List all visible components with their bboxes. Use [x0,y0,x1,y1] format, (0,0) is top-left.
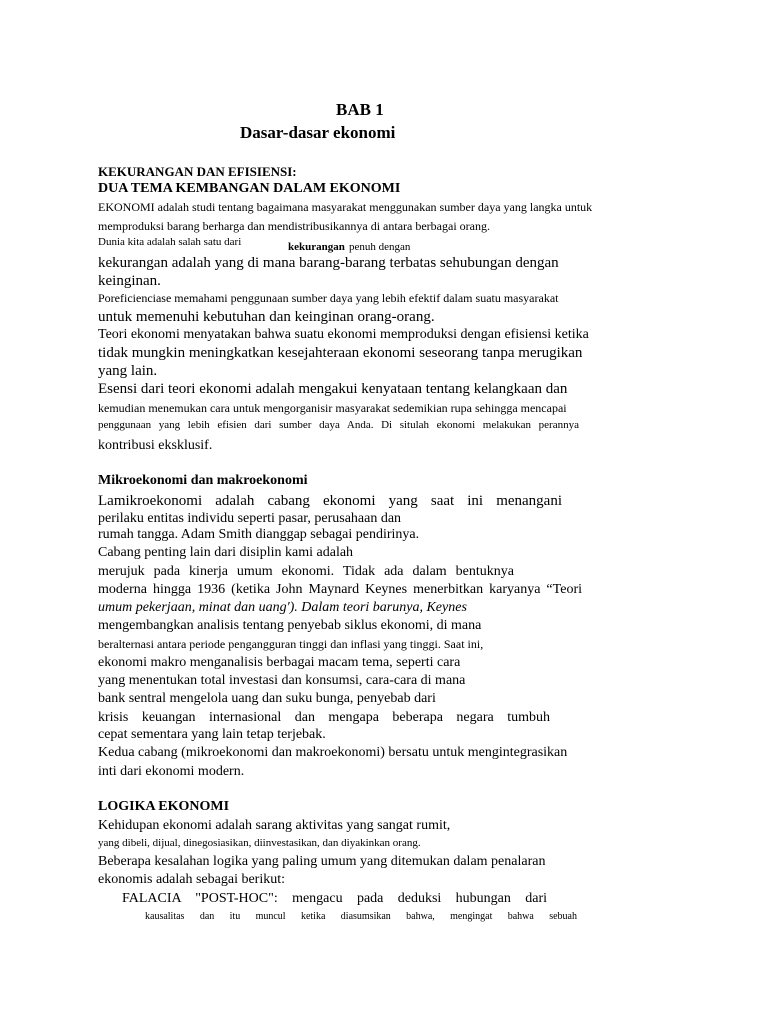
paragraph-line: moderna hingga 1936 (ketika John Maynard Keynes menerbitkan karyanya “Teori [98,582,582,597]
paragraph-line: keinginan. [98,273,161,289]
paragraph-line: penuh dengan [349,241,411,253]
paragraph-line: beralternasi antara periode pengangguran tinggi dan inflasi yang tinggi. Saat ini, [98,637,484,651]
paragraph-line: Beberapa kesalahan logika yang paling umum yang ditemukan dalam penalaran [98,854,546,869]
paragraph-line: inti dari ekonomi modern. [98,764,245,779]
paragraph-line: kontribusi eksklusif. [98,438,213,453]
paragraph-line: yang lain. [98,363,158,379]
paragraph-line: krisis keuangan internasional dan mengapa beberapa negara tumbuh [98,710,550,725]
paragraph-line: yang dibeli, dijual, dinegosiasikan, diinvestasikan, dan diyakinkan orang. [98,837,421,849]
paragraph-line: ekonomi makro menganalisis berbagai macam tema, seperti cara [98,655,461,670]
paragraph-line: rumah tangga. Adam Smith dianggap sebagai pendirinya. [98,527,420,542]
paragraph-line: ekonomis adalah sebagai berikut: [98,872,285,887]
paragraph-line: yang menentukan total investasi dan konsumsi, cara-cara di mana [98,673,466,688]
paragraph-line: Lamikroekonomi adalah cabang ekonomi yang saat ini menangani [98,493,562,509]
paragraph-line: Dunia kita adalah salah satu dari [98,236,242,248]
paragraph-line: Kehidupan ekonomi adalah sarang aktivitas yang sangat rumit, [98,818,451,833]
paragraph-line: penggunaan yang lebih efisien dari sumber daya Anda. Di situlah ekonomi melakukan perannya [98,419,579,431]
chapter-number: BAB 1 [336,100,384,119]
paragraph-line: tidak mungkin meningkatkan kesejahteraan ekonomi seseorang tanpa merugikan [98,345,583,361]
chapter-title: Dasar-dasar ekonomi [240,123,396,142]
section-heading-micro-macro: Mikroekonomi dan makroekonomi [98,473,308,488]
emphasized-term: kekurangan [288,241,345,253]
paragraph-line: merujuk pada kinerja umum ekonomi. Tidak ada dalam bentuknya [98,564,514,579]
paragraph-line: untuk memenuhi kebutuhan dan keinginan orang-orang. [98,309,435,325]
paragraph-line: kekurangan adalah yang di mana barang-barang terbatas sehubungan dengan [98,255,559,271]
paragraph-line: bank sentral mengelola uang dan suku bunga, penyebab dari [98,691,436,706]
paragraph-line: kemudian menemukan cara untuk mengorganisir masyarakat sedemikian rupa sehingga mencapai [98,401,567,415]
paragraph-line: kausalitas dan itu muncul ketika diasumsikan bahwa, mengingat bahwa sebuah [145,911,577,922]
paragraph-line: cepat sementara yang lain tetap terjebak. [98,727,326,742]
section-heading-scarcity: KEKURANGAN DAN EFISIENSI: [98,164,297,179]
list-item-post-hoc: FALACIA "POST-HOC": mengacu pada deduksi hubungan dari [122,891,547,906]
paragraph-line: memproduksi barang berharga dan mendistribusikannya di antara berbagai orang. [98,219,490,233]
paragraph-line: Kedua cabang (mikroekonomi dan makroekonomi) bersatu untuk mengintegrasikan [98,745,568,760]
section-heading-economic-logic: LOGIKA EKONOMI [98,799,230,814]
paragraph-line: Teori ekonomi menyatakan bahwa suatu ekonomi memproduksi dengan efisiensi ketika [98,327,589,342]
paragraph-line: Esensi dari teori ekonomi adalah mengakui kenyataan tentang kelangkaan dan [98,381,568,397]
section-heading-two-themes: DUA TEMA KEMBANGAN DALAM EKONOMI [98,181,401,196]
paragraph-line: perilaku entitas individu seperti pasar, perusahaan dan [98,511,402,526]
paragraph-line-italic: umum pekerjaan, minat dan uang'). Dalam teori barunya, Keynes [98,600,467,615]
paragraph-line: Cabang penting lain dari disiplin kami adalah [98,545,354,560]
paragraph-line: EKONOMI adalah studi tentang bagaimana masyarakat menggunakan sumber daya yang langka untuk [98,200,593,214]
paragraph-line: mengembangkan analisis tentang penyebab siklus ekonomi, di mana [98,618,482,633]
paragraph-line: Poreficienciase memahami penggunaan sumber daya yang lebih efektif dalam suatu masyarakat [98,291,559,305]
